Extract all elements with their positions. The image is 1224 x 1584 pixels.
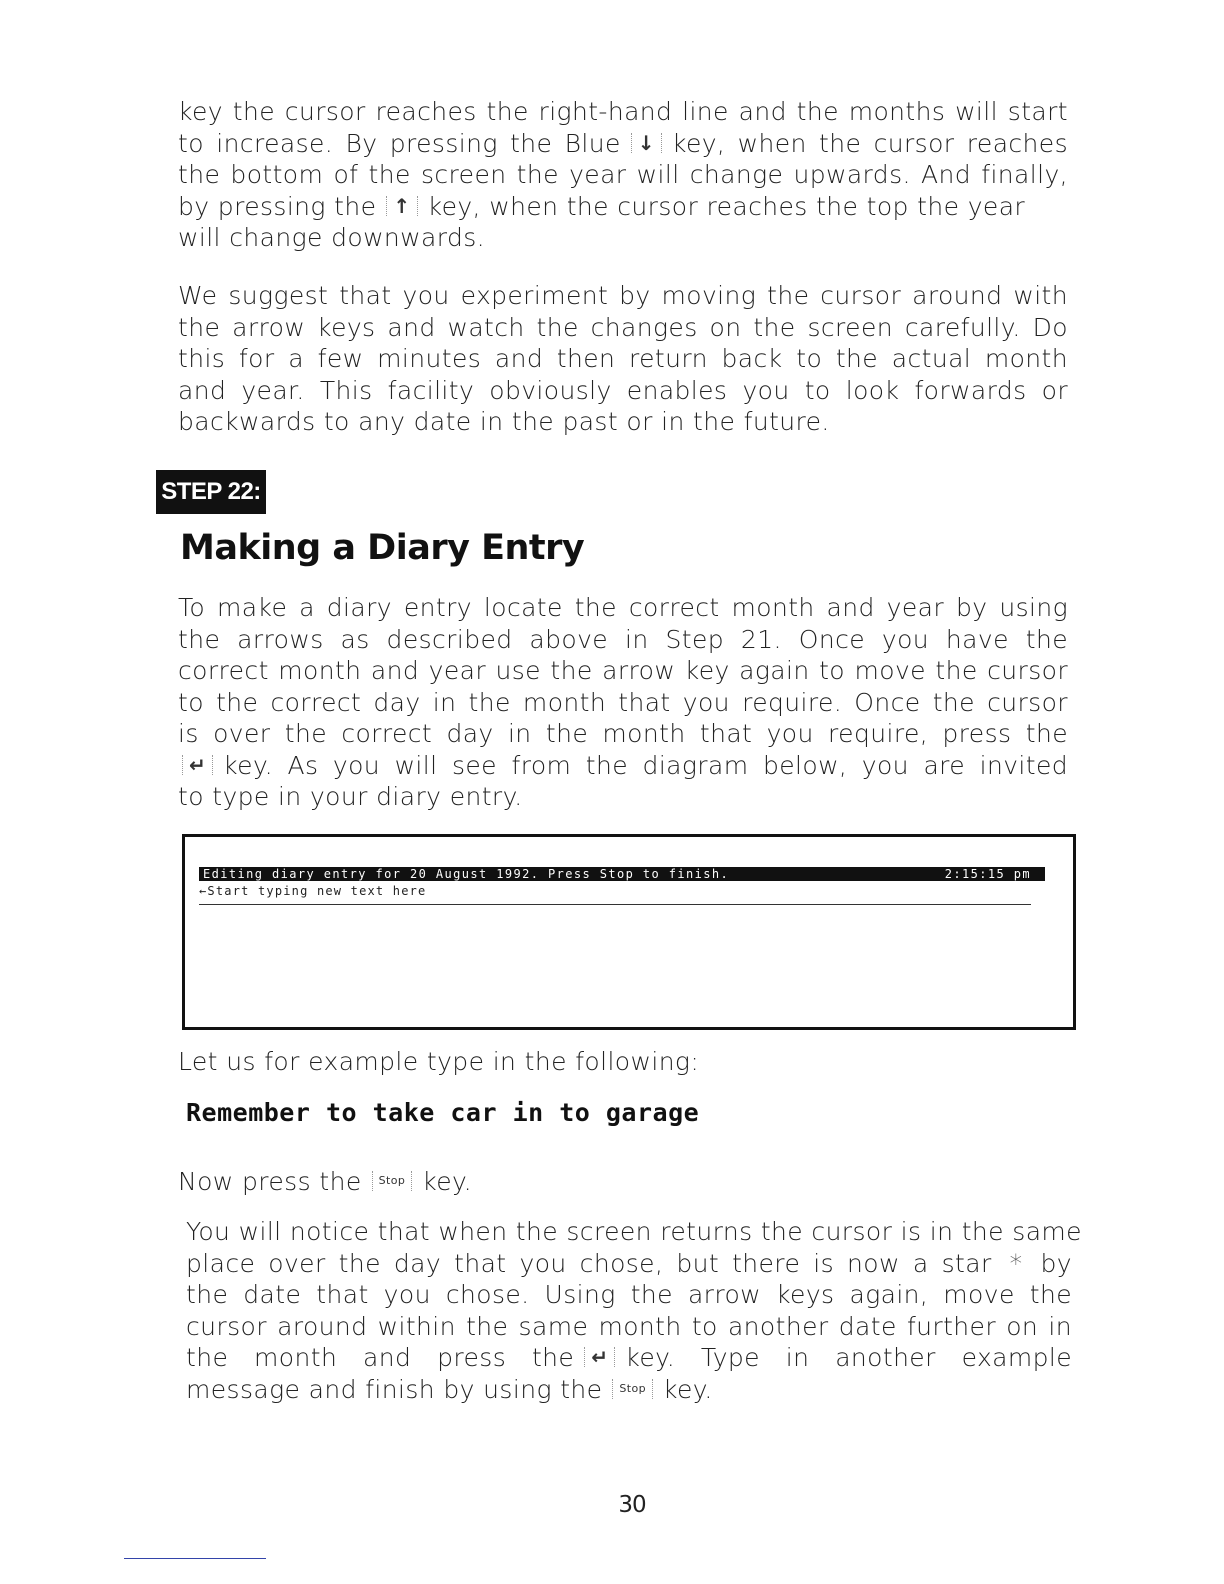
text-line: to the correct day in the month that you require. Once the cursor <box>178 687 1068 717</box>
notice-paragraph <box>186 1216 1082 1405</box>
text-line: and year. This facility obviously enables you to look forwards or <box>178 375 1068 405</box>
text-fragment: by <box>1040 1248 1072 1278</box>
screen-diagram <box>182 834 1076 1030</box>
text-line <box>178 128 1068 160</box>
text-line <box>186 1248 1072 1280</box>
stop-key-icon: Stop <box>372 1171 413 1191</box>
intro-paragraph <box>178 96 1068 254</box>
suggest-paragraph <box>178 280 1068 438</box>
text-line <box>178 191 1068 223</box>
text-line: will change downwards. <box>178 223 486 252</box>
status-time: 2:15:15 pm <box>944 867 1031 881</box>
status-bar <box>199 867 1045 881</box>
text-line: correct month and year use the arrow key again to move the cursor <box>178 656 1068 685</box>
text-line: the arrows as described above in Step 21. Once you have the <box>178 624 1068 654</box>
text-line: key the cursor reaches the right-hand line and the months will start <box>178 97 1068 126</box>
enter-key-icon: ↵ <box>182 755 213 775</box>
text-fragment: to increase. By pressing the Blue <box>178 128 621 158</box>
example-intro <box>178 1046 1068 1078</box>
up-arrow-key-icon: ↑ <box>386 196 417 216</box>
text-fragment: the month and press the <box>186 1343 575 1372</box>
page-number: 30 <box>618 1492 646 1518</box>
now-press-line <box>178 1166 1068 1198</box>
text-line: the date that you chose. Using the arrow keys again, move the <box>186 1280 1072 1309</box>
text-fragment: message and finish by using the <box>186 1374 603 1404</box>
step-badge: STEP 22: <box>156 470 266 514</box>
text-fragment: by pressing the <box>178 191 377 221</box>
text-line: to type in your diary entry. <box>178 782 523 811</box>
text-fragment: key, when the cursor reaches the top the year <box>427 191 1026 221</box>
prompt-divider <box>199 904 1031 905</box>
stop-key-icon: Stop <box>612 1379 653 1399</box>
text-line <box>178 750 1068 782</box>
step-body-paragraph <box>178 592 1068 813</box>
text-fragment: Now press the <box>178 1167 362 1196</box>
text-line <box>186 1342 1072 1374</box>
text-line: the bottom of the screen the year will change upwards. And finally, <box>178 160 1068 189</box>
text-fragment: key. As you will see from the diagram below, you are invited <box>223 750 1068 780</box>
star-icon: * <box>1009 1248 1023 1278</box>
text-line: You will notice that when the screen returns the cursor is in the same <box>186 1217 1082 1246</box>
text-fragment: key. <box>663 1374 713 1404</box>
example-entry-text: Remember to take car in to garage <box>186 1098 700 1127</box>
text-line <box>178 1166 1068 1198</box>
text-line: the arrow keys and watch the changes on the screen carefully. Do <box>178 312 1068 342</box>
section-heading: Making a Diary Entry <box>180 528 585 568</box>
footer-rule <box>124 1558 266 1559</box>
text-line: backwards to any date in the past or in the future. <box>178 407 830 436</box>
text-line: Let us for example type in the following: <box>178 1047 700 1076</box>
enter-key-icon: ↵ <box>584 1347 615 1367</box>
text-line: We suggest that you experiment by moving the cursor around with <box>178 281 1068 310</box>
text-fragment: place over the day that you chose, but there is now a star <box>186 1248 992 1278</box>
down-arrow-key-icon: ↓ <box>631 133 662 153</box>
text-line <box>186 1374 1072 1406</box>
text-line: is over the correct day in the month that you require, press the <box>178 719 1068 748</box>
text-line: cursor around within the same month to another date further on in <box>186 1311 1072 1341</box>
text-line: To make a diary entry locate the correct month and year by using <box>178 593 1068 622</box>
status-message: Editing diary entry for 20 August 1992. Press Stop to finish. <box>203 867 730 881</box>
text-fragment: key. <box>422 1167 472 1196</box>
text-fragment: key, when the cursor reaches <box>671 128 1069 158</box>
text-line: this for a few minutes and then return back to the actual month <box>178 344 1068 373</box>
text-fragment: key. Type in another example <box>625 1343 1073 1372</box>
typing-prompt: ←Start typing new text here <box>199 884 427 898</box>
